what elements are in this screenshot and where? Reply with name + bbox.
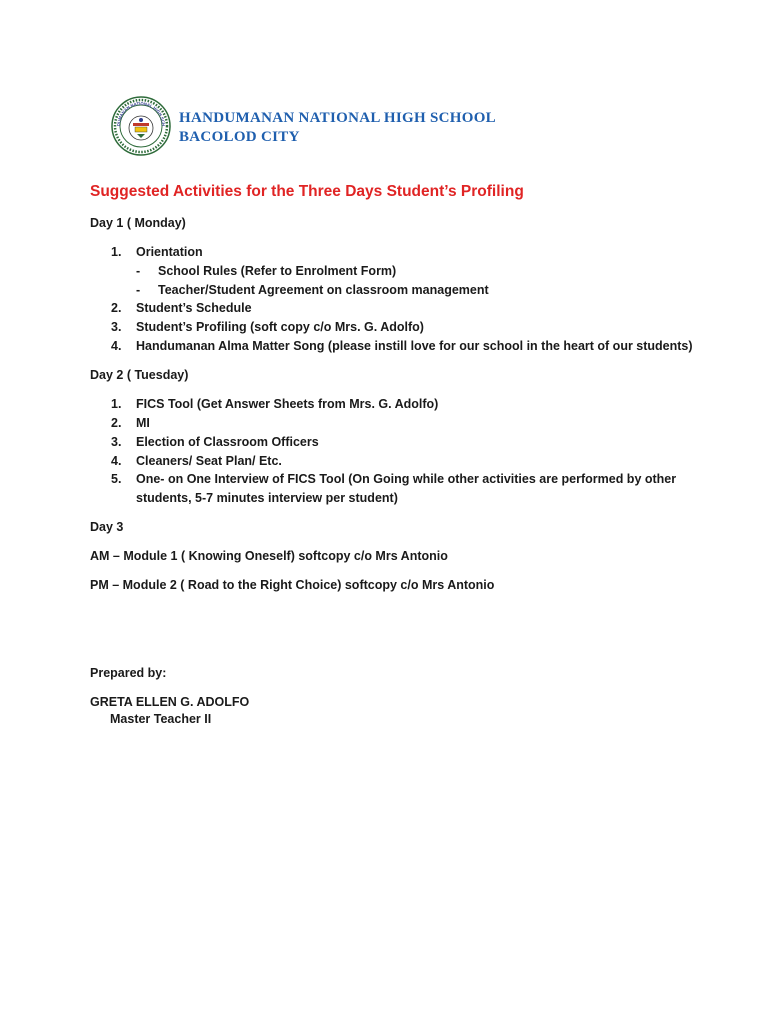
list-item-number: 1. [111, 245, 122, 259]
list-item-number: 3. [111, 320, 122, 334]
list-item-number: 2. [111, 301, 122, 315]
list-item: FICS Tool (Get Answer Sheets from Mrs. G. Adolfo) [136, 397, 439, 411]
sub-item-dash: - [136, 283, 141, 297]
day2-heading: Day 2 ( Tuesday) [90, 368, 189, 382]
list-item-continuation: students, 5-7 minutes interview per student) [136, 491, 398, 505]
document-title: Suggested Activities for the Three Days Student’s Profiling [90, 183, 524, 200]
list-item: One- on One Interview of FICS Tool (On Going while other activities are performed by other [136, 472, 677, 486]
list-item: Student’s Profiling (soft copy c/o Mrs. G. Adolfo) [136, 320, 424, 334]
day3-pm: PM – Module 2 ( Road to the Right Choice) softcopy c/o Mrs Antonio [90, 578, 495, 592]
day3-am: AM – Module 1 ( Knowing Oneself) softcopy c/o Mrs Antonio [90, 549, 448, 563]
list-item-number: 1. [111, 397, 122, 411]
list-item-number: 4. [111, 339, 122, 353]
preparer-name: GRETA ELLEN G. ADOLFO [90, 695, 250, 709]
list-item-number: 4. [111, 454, 122, 468]
list-item: Handumanan Alma Matter Song (please instill love for our school in the heart of our students) [136, 339, 693, 353]
school-seal-icon [111, 96, 171, 156]
day1-heading: Day 1 ( Monday) [90, 216, 186, 230]
sub-item: Teacher/Student Agreement on classroom management [158, 283, 489, 297]
day3-heading: Day 3 [90, 520, 124, 534]
list-item: Orientation [136, 245, 203, 259]
sub-item: School Rules (Refer to Enrolment Form) [158, 264, 397, 278]
prepared-by-label: Prepared by: [90, 666, 167, 680]
list-item-number: 2. [111, 416, 122, 430]
school-city: BACOLOD CITY [179, 129, 300, 145]
sub-item-dash: - [136, 264, 141, 278]
school-name: HANDUMANAN NATIONAL HIGH SCHOOL [179, 110, 496, 126]
seal-text: DUMANAN NATIONAL HIGH SCH [115, 100, 167, 127]
list-item: Election of Classroom Officers [136, 435, 319, 449]
list-item: MI [136, 416, 150, 430]
list-item: Student’s Schedule [136, 301, 252, 315]
list-item-number: 3. [111, 435, 122, 449]
list-item-number: 5. [111, 472, 122, 486]
preparer-position: Master Teacher II [110, 712, 212, 726]
letterhead [111, 96, 571, 156]
list-item: Cleaners/ Seat Plan/ Etc. [136, 454, 282, 468]
